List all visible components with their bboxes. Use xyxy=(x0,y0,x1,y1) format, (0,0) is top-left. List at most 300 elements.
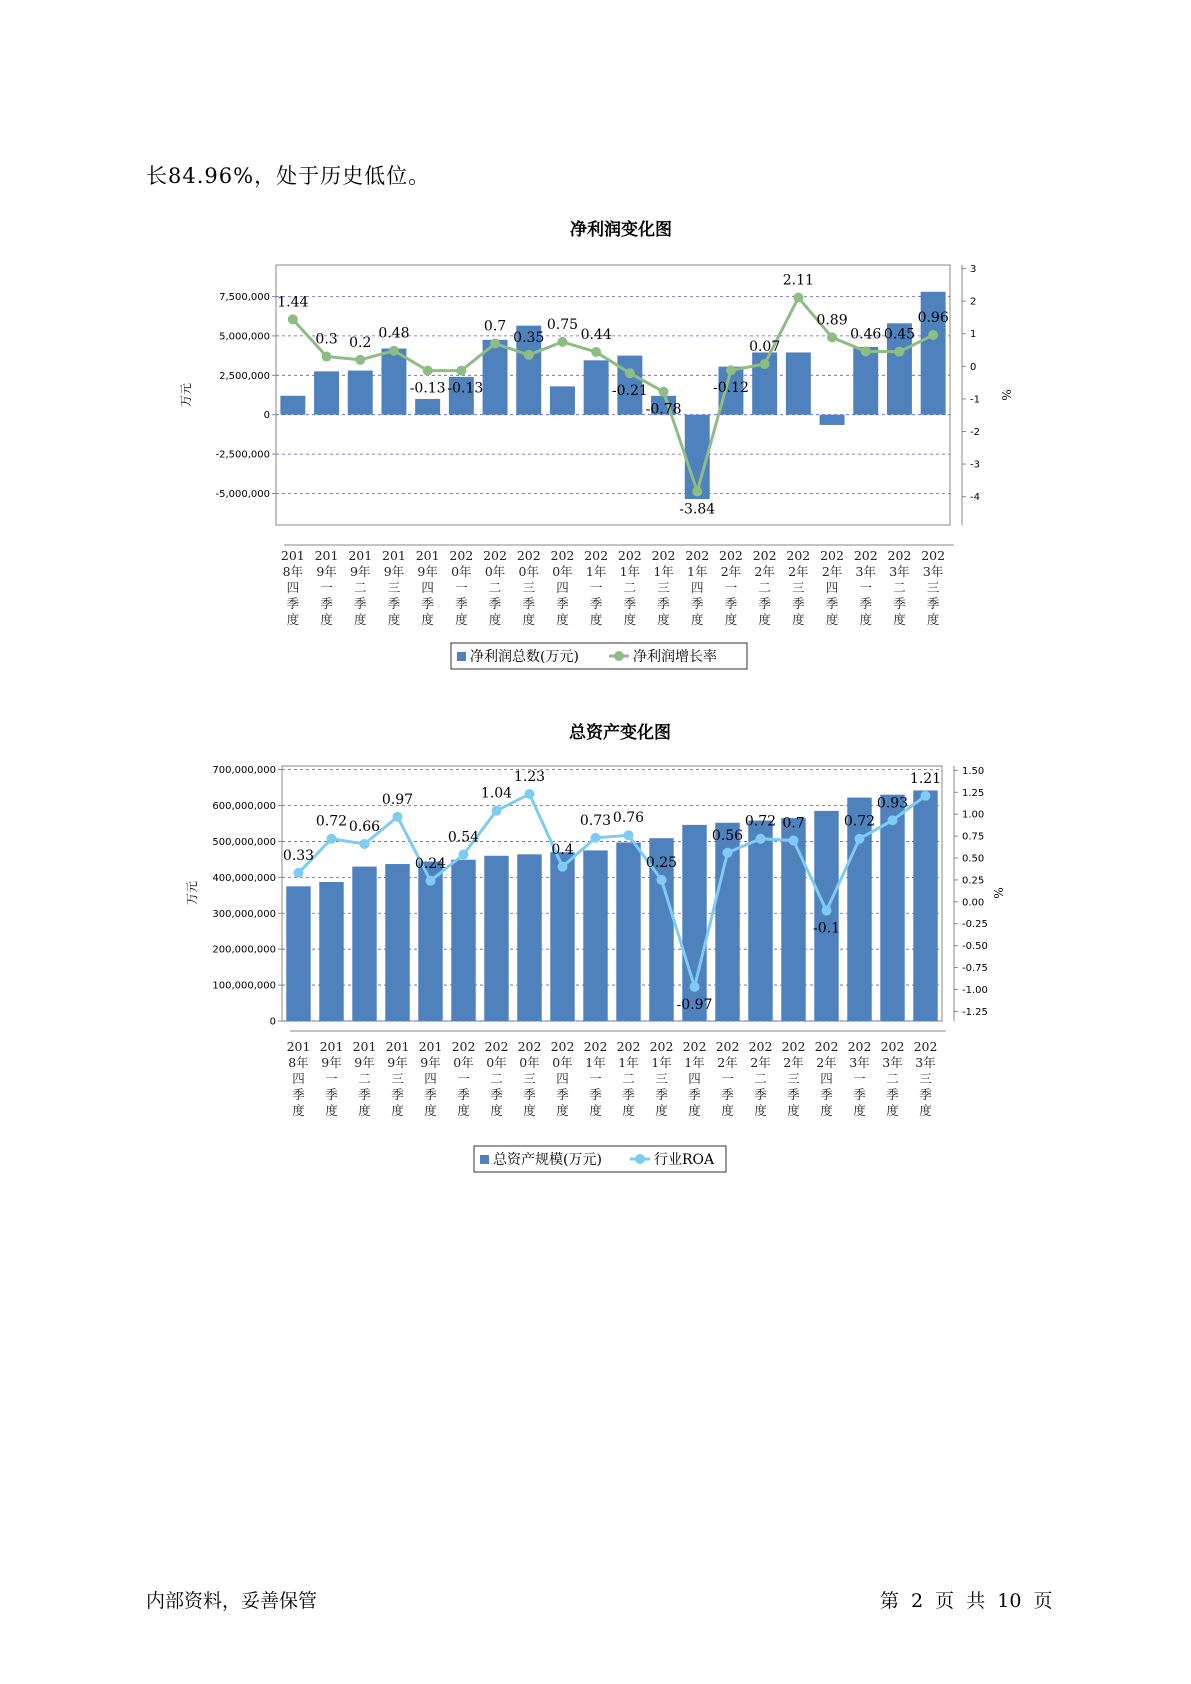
x-tick-label: 9年 xyxy=(383,564,405,579)
x-tick-label: 二 xyxy=(893,580,906,595)
x-tick-label: 季 xyxy=(353,596,367,611)
y-tick-label: 600,000,000 xyxy=(212,801,276,813)
x-tick-label: 1年 xyxy=(585,564,607,579)
x-tick-label: 三 xyxy=(792,580,805,595)
x-tick-label: 四 xyxy=(292,1071,305,1086)
x-tick-label: 9年 xyxy=(417,564,438,579)
x-tick-label: 季 xyxy=(589,596,603,611)
data-label: 1.21 xyxy=(909,770,942,787)
bar xyxy=(584,360,609,414)
y2-tick-label: -1.00 xyxy=(962,984,988,996)
y2-tick-label: -1 xyxy=(970,394,980,406)
line-point xyxy=(393,812,403,822)
x-tick-label: 202 xyxy=(484,1039,509,1054)
data-label: 1.23 xyxy=(513,769,546,786)
x-tick-label: 202 xyxy=(550,1039,575,1054)
total-assets-chart xyxy=(0,718,1191,1178)
data-label: -0.78 xyxy=(645,401,682,418)
x-tick-label: 1年 xyxy=(619,564,641,579)
data-label: -3.84 xyxy=(679,501,716,518)
x-tick-label: 度 xyxy=(853,1103,866,1118)
x-tick-label: 202 xyxy=(887,548,912,563)
y-tick-label: 0 xyxy=(263,410,270,422)
x-tick-label: 季 xyxy=(523,1087,536,1102)
x-tick-label: 202 xyxy=(715,1039,740,1054)
bar xyxy=(853,347,878,415)
x-tick-label: 202 xyxy=(719,548,743,563)
x-tick-label: 季 xyxy=(926,596,940,611)
data-label: 0.72 xyxy=(744,813,777,830)
bar xyxy=(385,864,409,1021)
y2-tick-label: -1.25 xyxy=(962,1006,988,1018)
x-tick-label: 季 xyxy=(556,596,569,611)
x-tick-label: 1年 xyxy=(585,1055,606,1070)
x-tick-label: 季 xyxy=(820,1087,833,1102)
bar xyxy=(314,371,339,414)
bar xyxy=(847,798,871,1021)
data-label: 0.56 xyxy=(711,827,744,844)
chart-title: 总资产变化图 xyxy=(569,723,671,743)
x-tick-label: 二 xyxy=(754,1071,767,1086)
x-tick-label: 0年 xyxy=(484,564,506,579)
chart-title: 净利润变化图 xyxy=(570,220,672,240)
x-tick-label: 度 xyxy=(387,612,401,627)
x-tick-label: 季 xyxy=(859,596,873,611)
x-tick-label: 三 xyxy=(522,580,536,595)
x-tick-label: 三 xyxy=(787,1071,800,1086)
x-tick-label: 201 xyxy=(415,548,440,563)
x-tick-label: 度 xyxy=(522,612,536,627)
x-tick-label: 三 xyxy=(919,1071,932,1086)
bar xyxy=(814,811,838,1021)
x-tick-label: 三 xyxy=(657,580,670,595)
x-tick-label: 9年 xyxy=(354,1055,375,1070)
x-tick-label: 一 xyxy=(853,1071,866,1086)
y-axis-label: 万元 xyxy=(179,382,193,408)
line-point xyxy=(389,346,399,356)
data-label: 0.89 xyxy=(816,312,848,329)
x-tick-label: 季 xyxy=(690,596,704,611)
bar xyxy=(616,843,640,1022)
y2-tick-label: -0.50 xyxy=(962,941,988,953)
line-point xyxy=(591,833,601,843)
footer-confidential-note: 内部资料，妥善保管 xyxy=(146,1590,318,1612)
x-tick-label: 0年 xyxy=(518,564,539,579)
line-point xyxy=(657,875,667,885)
line-point xyxy=(861,346,871,356)
data-label: 0.96 xyxy=(917,310,949,327)
x-tick-label: 度 xyxy=(455,612,468,627)
x-tick-label: 202 xyxy=(616,1039,641,1054)
x-tick-label: 2年 xyxy=(783,1055,804,1070)
x-tick-label: 度 xyxy=(690,612,704,627)
x-tick-label: 季 xyxy=(286,596,300,611)
bar xyxy=(348,371,373,415)
x-tick-label: 季 xyxy=(787,1087,800,1102)
x-tick-label: 8年 xyxy=(288,1055,309,1070)
data-label: -0.97 xyxy=(676,996,713,1013)
line-point xyxy=(492,806,502,816)
y2-tick-label: 0.50 xyxy=(962,853,985,865)
x-tick-label: 9年 xyxy=(316,564,337,579)
x-tick-label: 四 xyxy=(286,580,300,595)
bar xyxy=(748,821,772,1021)
x-tick-label: 2年 xyxy=(788,564,809,579)
line-point xyxy=(288,314,298,324)
x-tick-label: 3年 xyxy=(855,564,876,579)
x-tick-label: 0年 xyxy=(486,1055,507,1070)
x-tick-label: 1年 xyxy=(687,564,708,579)
y2-tick-label: 1.25 xyxy=(962,787,985,799)
x-tick-label: 一 xyxy=(589,580,603,595)
x-tick-label: 202 xyxy=(748,1039,773,1054)
bar xyxy=(286,886,310,1021)
x-tick-label: 度 xyxy=(589,612,603,627)
line-point xyxy=(360,839,370,849)
legend-bar-swatch xyxy=(480,1155,489,1164)
x-tick-label: 202 xyxy=(847,1039,872,1054)
x-tick-label: 四 xyxy=(825,580,839,595)
bar xyxy=(381,349,406,415)
x-tick-label: 季 xyxy=(490,1087,503,1102)
x-tick-label: 0年 xyxy=(453,1055,474,1070)
y2-axis-label: % xyxy=(991,887,1005,899)
bar xyxy=(550,852,574,1021)
line-point xyxy=(322,352,332,362)
x-tick-label: 3年 xyxy=(915,1055,936,1070)
bar xyxy=(517,854,541,1021)
x-tick-label: 202 xyxy=(516,548,541,563)
data-label: -0.12 xyxy=(712,380,749,397)
y-tick-label: -5,000,000 xyxy=(215,488,270,500)
y2-tick-label: 0.00 xyxy=(962,897,985,909)
x-tick-label: 0年 xyxy=(552,1055,573,1070)
x-tick-label: 三 xyxy=(387,580,401,595)
x-tick-label: 202 xyxy=(584,548,609,563)
y-tick-label: 200,000,000 xyxy=(212,944,276,956)
x-tick-label: 202 xyxy=(814,1039,839,1054)
x-tick-label: 度 xyxy=(556,612,569,627)
x-tick-label: 2年 xyxy=(720,564,742,579)
data-label: 0.75 xyxy=(546,316,579,333)
x-tick-label: 二 xyxy=(622,1071,635,1086)
x-tick-label: 度 xyxy=(825,612,839,627)
x-tick-label: 度 xyxy=(353,612,367,627)
x-tick-label: 季 xyxy=(358,1087,371,1102)
line-point xyxy=(456,366,466,376)
x-tick-label: 201 xyxy=(382,548,406,563)
x-tick-label: 202 xyxy=(752,548,777,563)
line-point xyxy=(928,330,938,340)
x-tick-label: 202 xyxy=(483,548,507,563)
data-label: 0.7 xyxy=(782,815,805,832)
x-tick-label: 8年 xyxy=(282,564,304,579)
x-tick-label: 2年 xyxy=(821,564,843,579)
x-tick-label: 9年 xyxy=(321,1055,342,1070)
legend-bar-label: 净利润总数(万元) xyxy=(470,649,579,665)
y-tick-label: 700,000,000 xyxy=(212,765,276,777)
bar xyxy=(484,856,508,1021)
x-tick-label: 二 xyxy=(353,580,367,595)
line-point xyxy=(459,850,469,860)
x-tick-label: 季 xyxy=(721,1087,734,1102)
x-tick-label: 1年 xyxy=(653,564,674,579)
x-tick-label: 201 xyxy=(385,1039,410,1054)
line-point xyxy=(591,347,601,357)
x-tick-label: 季 xyxy=(522,596,536,611)
data-label: 0.44 xyxy=(580,326,612,343)
x-tick-label: 度 xyxy=(724,612,738,627)
bar xyxy=(880,795,904,1021)
intro-text: 长84.96%，处于历史低位。 xyxy=(146,164,431,188)
x-tick-label: 0年 xyxy=(451,564,472,579)
line-point xyxy=(294,868,304,878)
x-tick-label: 201 xyxy=(418,1039,443,1054)
line-point xyxy=(793,293,803,303)
data-label: 0.48 xyxy=(378,325,410,342)
bar xyxy=(913,790,937,1021)
x-tick-label: 季 xyxy=(754,1087,767,1102)
data-label: 0.72 xyxy=(843,813,876,830)
line-point xyxy=(624,830,634,840)
x-tick-label: 202 xyxy=(451,1039,476,1054)
y2-tick-label: 0.75 xyxy=(962,831,985,843)
data-label: 0.35 xyxy=(513,329,545,346)
x-tick-label: 季 xyxy=(622,1087,635,1102)
x-tick-label: 202 xyxy=(517,1039,542,1054)
x-tick-label: 9年 xyxy=(350,564,371,579)
x-tick-label: 3年 xyxy=(889,564,910,579)
x-tick-label: 一 xyxy=(320,580,333,595)
x-tick-label: 二 xyxy=(488,580,502,595)
x-tick-label: 1年 xyxy=(651,1055,672,1070)
bar xyxy=(415,399,440,415)
x-tick-label: 三 xyxy=(926,580,940,595)
x-tick-label: 度 xyxy=(893,612,906,627)
x-tick-label: 202 xyxy=(617,548,642,563)
line-point xyxy=(426,876,436,886)
y2-tick-label: 0 xyxy=(970,361,977,373)
bar xyxy=(583,850,607,1021)
x-tick-label: 202 xyxy=(682,1039,707,1054)
x-tick-label: 度 xyxy=(721,1103,734,1118)
data-label: 0.72 xyxy=(315,813,348,830)
data-label: 0.54 xyxy=(447,829,480,846)
legend-line-label: 净利润增长率 xyxy=(633,649,717,665)
data-label: 0.4 xyxy=(551,841,574,858)
x-tick-label: 1年 xyxy=(618,1055,639,1070)
data-label: 0.46 xyxy=(850,326,882,343)
x-tick-label: 度 xyxy=(358,1103,371,1118)
footer-page-number: 第 2 页 共 10 页 xyxy=(880,1590,1053,1612)
x-tick-label: 2年 xyxy=(816,1055,837,1070)
data-label: 0.93 xyxy=(876,795,909,812)
x-tick-label: 度 xyxy=(457,1103,470,1118)
x-tick-label: 度 xyxy=(622,1103,635,1118)
line-point xyxy=(921,791,931,801)
legend-bar-label: 总资产规模(万元) xyxy=(493,1152,602,1168)
x-tick-label: 季 xyxy=(320,596,333,611)
x-tick-label: 度 xyxy=(754,1103,767,1118)
x-tick-label: 季 xyxy=(893,596,906,611)
x-tick-label: 一 xyxy=(721,1071,734,1086)
line-point xyxy=(625,368,635,378)
x-tick-label: 季 xyxy=(488,596,502,611)
x-tick-label: 度 xyxy=(320,612,333,627)
line-point xyxy=(726,365,736,375)
bar xyxy=(451,860,475,1021)
x-tick-label: 季 xyxy=(325,1087,338,1102)
data-label: 0.7 xyxy=(483,318,507,335)
x-tick-label: 季 xyxy=(657,596,670,611)
x-tick-label: 度 xyxy=(421,612,434,627)
bar xyxy=(786,352,811,414)
x-tick-label: 202 xyxy=(913,1039,938,1054)
bar xyxy=(319,882,343,1021)
data-label: 0.2 xyxy=(349,334,372,351)
y2-tick-label: -2 xyxy=(970,426,980,438)
x-tick-label: 202 xyxy=(583,1039,608,1054)
x-tick-label: 季 xyxy=(421,596,434,611)
line-point xyxy=(855,834,865,844)
x-tick-label: 季 xyxy=(589,1087,602,1102)
legend-line-marker xyxy=(635,1154,645,1164)
bar xyxy=(280,396,305,415)
line-point xyxy=(355,355,365,365)
x-tick-label: 二 xyxy=(758,580,771,595)
line-point xyxy=(525,789,535,799)
x-tick-label: 季 xyxy=(919,1087,932,1102)
line-point xyxy=(822,906,832,916)
line-point xyxy=(557,337,567,347)
x-tick-label: 0年 xyxy=(519,1055,540,1070)
legend-line-label: 行业ROA xyxy=(654,1152,715,1168)
x-tick-label: 季 xyxy=(853,1087,866,1102)
line-point xyxy=(490,339,500,349)
y-tick-label: -2,500,000 xyxy=(215,449,270,461)
x-tick-label: 季 xyxy=(424,1087,437,1102)
data-label: -0.13 xyxy=(447,380,484,397)
bar xyxy=(781,818,805,1021)
line-point xyxy=(894,347,904,357)
y2-tick-label: 1.50 xyxy=(962,765,985,777)
data-label: 2.11 xyxy=(782,272,814,289)
x-tick-label: 一 xyxy=(589,1071,602,1086)
data-label: -0.21 xyxy=(611,383,648,400)
x-tick-label: 度 xyxy=(919,1103,932,1118)
x-tick-label: 三 xyxy=(655,1071,668,1086)
line-point xyxy=(524,350,534,360)
x-tick-label: 二 xyxy=(886,1071,899,1086)
x-tick-label: 202 xyxy=(880,1039,905,1054)
x-tick-label: 季 xyxy=(655,1087,668,1102)
x-tick-label: 202 xyxy=(651,548,676,563)
line-point xyxy=(659,387,669,397)
x-tick-label: 度 xyxy=(424,1103,437,1118)
line-point xyxy=(789,835,799,845)
data-label: 0.25 xyxy=(645,854,678,871)
data-label: 0.07 xyxy=(749,339,781,356)
line-point xyxy=(327,834,337,844)
x-tick-label: 度 xyxy=(758,612,771,627)
data-label: 0.97 xyxy=(381,791,414,808)
x-tick-label: 一 xyxy=(457,1071,470,1086)
line-point xyxy=(690,982,700,992)
y-tick-label: 2,500,000 xyxy=(219,370,270,382)
y2-tick-label: 2 xyxy=(970,296,977,308)
x-tick-label: 度 xyxy=(655,1103,668,1118)
x-tick-label: 四 xyxy=(421,580,434,595)
x-tick-label: 202 xyxy=(781,1039,806,1054)
line-point xyxy=(827,332,837,342)
x-tick-label: 四 xyxy=(690,580,704,595)
x-tick-label: 9年 xyxy=(420,1055,441,1070)
x-tick-label: 二 xyxy=(358,1071,371,1086)
x-tick-label: 度 xyxy=(657,612,670,627)
x-tick-label: 季 xyxy=(556,1087,569,1102)
x-tick-label: 202 xyxy=(853,548,878,563)
line-point xyxy=(692,486,702,496)
x-tick-label: 2年 xyxy=(717,1055,738,1070)
y2-axis-label: % xyxy=(999,389,1013,401)
x-tick-label: 四 xyxy=(688,1071,701,1086)
x-tick-label: 季 xyxy=(724,596,738,611)
x-tick-label: 一 xyxy=(724,580,738,595)
x-tick-label: 一 xyxy=(325,1071,338,1086)
x-tick-label: 度 xyxy=(859,612,873,627)
y2-tick-label: 1 xyxy=(970,329,977,341)
x-tick-label: 季 xyxy=(688,1087,701,1102)
x-tick-label: 3年 xyxy=(849,1055,870,1070)
x-tick-label: 一 xyxy=(455,580,468,595)
y-tick-label: 7,500,000 xyxy=(219,292,270,304)
x-tick-label: 季 xyxy=(391,1087,404,1102)
y2-tick-label: -4 xyxy=(970,492,980,504)
x-tick-label: 201 xyxy=(319,1039,344,1054)
x-tick-label: 季 xyxy=(886,1087,899,1102)
x-tick-label: 度 xyxy=(523,1103,536,1118)
x-tick-label: 季 xyxy=(825,596,839,611)
x-tick-label: 三 xyxy=(391,1071,404,1086)
x-tick-label: 季 xyxy=(623,596,637,611)
x-tick-label: 2年 xyxy=(750,1055,771,1070)
x-tick-label: 度 xyxy=(490,1103,503,1118)
x-tick-label: 度 xyxy=(325,1103,338,1118)
x-tick-label: 季 xyxy=(758,596,771,611)
x-tick-label: 季 xyxy=(292,1087,305,1102)
data-label: 0.33 xyxy=(282,847,315,864)
line-point xyxy=(423,366,433,376)
x-tick-label: 四 xyxy=(556,1071,569,1086)
data-label: 0.76 xyxy=(612,810,645,827)
x-tick-label: 度 xyxy=(292,1103,305,1118)
x-tick-label: 四 xyxy=(424,1071,437,1086)
x-tick-label: 度 xyxy=(286,612,300,627)
x-tick-label: 二 xyxy=(623,580,637,595)
x-tick-label: 四 xyxy=(556,580,569,595)
data-label: 1.04 xyxy=(480,785,513,802)
x-tick-label: 1年 xyxy=(684,1055,705,1070)
data-label: 0.3 xyxy=(315,331,338,348)
x-tick-label: 202 xyxy=(550,548,575,563)
line-point xyxy=(756,834,766,844)
x-tick-label: 度 xyxy=(391,1103,404,1118)
legend-bar-swatch xyxy=(457,652,466,661)
x-tick-label: 202 xyxy=(649,1039,674,1054)
x-tick-label: 201 xyxy=(314,548,339,563)
data-label: 0.45 xyxy=(883,326,916,343)
x-tick-label: 度 xyxy=(886,1103,899,1118)
